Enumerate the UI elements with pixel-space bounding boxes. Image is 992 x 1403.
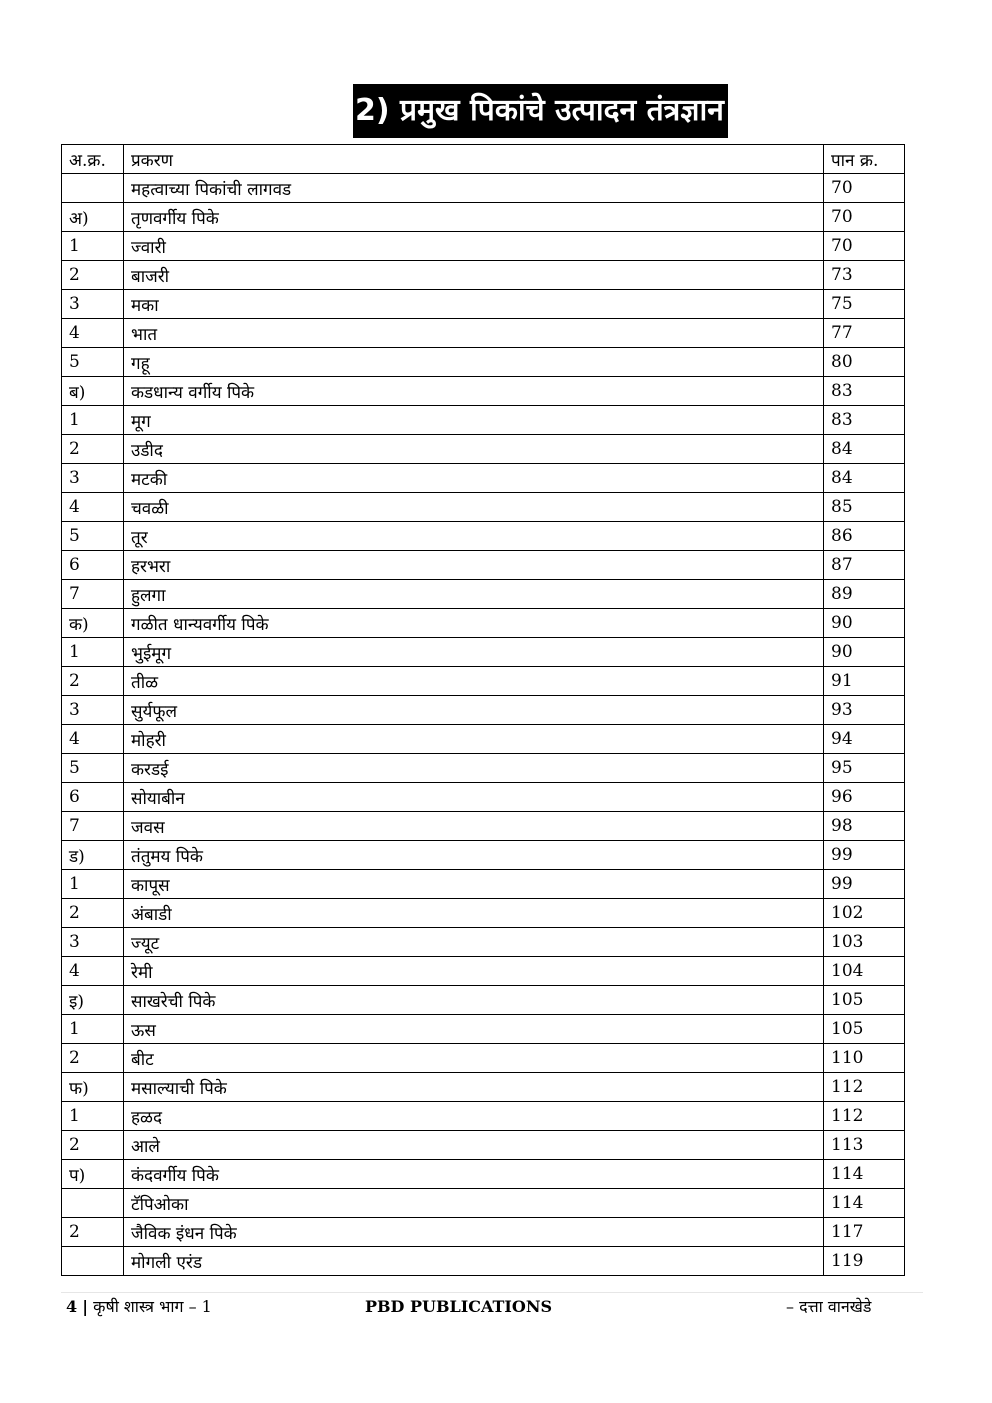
cell-page: 113 <box>824 1131 905 1160</box>
cell-serial: 2 <box>62 1218 124 1247</box>
table-body <box>62 174 905 1276</box>
table-row <box>62 899 905 928</box>
table-row <box>62 580 905 609</box>
contents-table <box>61 144 905 1276</box>
cell-chapter: आले <box>124 1131 824 1160</box>
cell-chapter: मटकी <box>124 464 824 493</box>
table-row <box>62 1102 905 1131</box>
cell-serial: 4 <box>62 957 124 986</box>
cell-page: 89 <box>824 580 905 609</box>
cell-page: 112 <box>824 1073 905 1102</box>
cell-serial: अ) <box>62 203 124 232</box>
table-row <box>62 754 905 783</box>
cell-serial: 2 <box>62 899 124 928</box>
table-row <box>62 406 905 435</box>
cell-serial: 6 <box>62 783 124 812</box>
cell-page: 70 <box>824 174 905 203</box>
footer-author: – दत्ता वानखेडे <box>786 1297 872 1316</box>
footer-page-number: 4 <box>66 1297 78 1316</box>
table-row <box>62 667 905 696</box>
column-header-page: पान क्र. <box>824 145 905 174</box>
cell-chapter: हुलगा <box>124 580 824 609</box>
cell-page: 80 <box>824 348 905 377</box>
cell-serial: 2 <box>62 1131 124 1160</box>
table-row <box>62 377 905 406</box>
column-header-chapter: प्रकरण <box>124 145 824 174</box>
table-row <box>62 928 905 957</box>
cell-page: 114 <box>824 1189 905 1218</box>
cell-chapter: तृणवर्गीय पिके <box>124 203 824 232</box>
cell-serial: ब) <box>62 377 124 406</box>
table-row <box>62 841 905 870</box>
cell-chapter: बीट <box>124 1044 824 1073</box>
table-row <box>62 290 905 319</box>
cell-serial: 3 <box>62 696 124 725</box>
cell-page: 110 <box>824 1044 905 1073</box>
cell-chapter: गळीत धान्यवर्गीय पिके <box>124 609 824 638</box>
column-header-serial: अ.क्र. <box>62 145 124 174</box>
cell-serial: 3 <box>62 464 124 493</box>
cell-page: 98 <box>824 812 905 841</box>
cell-chapter: बाजरी <box>124 261 824 290</box>
cell-chapter: सुर्यफूल <box>124 696 824 725</box>
cell-serial: 1 <box>62 1102 124 1131</box>
table-row <box>62 232 905 261</box>
cell-chapter: चवळी <box>124 493 824 522</box>
cell-serial: 5 <box>62 522 124 551</box>
table-row <box>62 551 905 580</box>
table-row <box>62 203 905 232</box>
cell-chapter: तूर <box>124 522 824 551</box>
cell-serial: 1 <box>62 232 124 261</box>
page-title: 2) प्रमुख पिकांचे उत्पादन तंत्रज्ञान <box>353 84 728 138</box>
cell-page: 102 <box>824 899 905 928</box>
table-row <box>62 1015 905 1044</box>
cell-page: 84 <box>824 435 905 464</box>
table-row <box>62 464 905 493</box>
cell-serial: प) <box>62 1160 124 1189</box>
cell-chapter: तीळ <box>124 667 824 696</box>
cell-chapter: मोगली एरंड <box>124 1247 824 1276</box>
cell-chapter: भात <box>124 319 824 348</box>
cell-serial: 4 <box>62 319 124 348</box>
table-row <box>62 638 905 667</box>
cell-chapter: मोहरी <box>124 725 824 754</box>
table-row <box>62 812 905 841</box>
cell-chapter: ज्यूट <box>124 928 824 957</box>
cell-serial <box>62 1247 124 1276</box>
cell-serial: 1 <box>62 406 124 435</box>
cell-page: 99 <box>824 841 905 870</box>
table-row <box>62 522 905 551</box>
cell-serial: क) <box>62 609 124 638</box>
table-header-row <box>62 145 905 174</box>
cell-chapter: महत्वाच्या पिकांची लागवड <box>124 174 824 203</box>
cell-page: 119 <box>824 1247 905 1276</box>
cell-page: 70 <box>824 203 905 232</box>
cell-page: 85 <box>824 493 905 522</box>
cell-chapter: मूग <box>124 406 824 435</box>
cell-page: 99 <box>824 870 905 899</box>
table-row <box>62 1189 905 1218</box>
cell-serial: 7 <box>62 812 124 841</box>
cell-chapter: सोयाबीन <box>124 783 824 812</box>
cell-serial: 3 <box>62 290 124 319</box>
cell-chapter: भुईमूग <box>124 638 824 667</box>
table-row <box>62 319 905 348</box>
cell-serial: 1 <box>62 638 124 667</box>
table-row <box>62 174 905 203</box>
table-row <box>62 986 905 1015</box>
cell-page: 91 <box>824 667 905 696</box>
cell-chapter: जैविक इंधन पिके <box>124 1218 824 1247</box>
cell-serial: 1 <box>62 1015 124 1044</box>
table-row <box>62 696 905 725</box>
cell-page: 105 <box>824 986 905 1015</box>
cell-chapter: गहू <box>124 348 824 377</box>
footer-divider <box>61 1292 923 1293</box>
cell-serial <box>62 1189 124 1218</box>
table-row <box>62 609 905 638</box>
cell-page: 86 <box>824 522 905 551</box>
footer-book-info <box>66 1297 212 1317</box>
cell-serial <box>62 174 124 203</box>
cell-serial: 2 <box>62 1044 124 1073</box>
cell-chapter: टॅपिओका <box>124 1189 824 1218</box>
cell-serial: 2 <box>62 667 124 696</box>
cell-page: 117 <box>824 1218 905 1247</box>
cell-page: 96 <box>824 783 905 812</box>
cell-page: 90 <box>824 609 905 638</box>
cell-page: 84 <box>824 464 905 493</box>
footer-publisher: PBD PUBLICATIONS <box>365 1297 553 1316</box>
cell-serial: 2 <box>62 435 124 464</box>
cell-chapter: उडीद <box>124 435 824 464</box>
cell-chapter: जवस <box>124 812 824 841</box>
cell-page: 103 <box>824 928 905 957</box>
cell-serial: 5 <box>62 348 124 377</box>
table-row <box>62 957 905 986</box>
table-row <box>62 435 905 464</box>
table-row <box>62 1160 905 1189</box>
cell-chapter: मका <box>124 290 824 319</box>
cell-serial: 4 <box>62 725 124 754</box>
cell-page: 90 <box>824 638 905 667</box>
cell-chapter: रेमी <box>124 957 824 986</box>
table-row <box>62 783 905 812</box>
cell-page: 73 <box>824 261 905 290</box>
table-row <box>62 348 905 377</box>
cell-chapter: ज्वारी <box>124 232 824 261</box>
cell-page: 95 <box>824 754 905 783</box>
table-row <box>62 1044 905 1073</box>
footer-book-title: कृषी शास्त्र भाग – 1 <box>93 1297 212 1316</box>
cell-chapter: साखरेची पिके <box>124 986 824 1015</box>
cell-page: 83 <box>824 377 905 406</box>
cell-chapter: हरभरा <box>124 551 824 580</box>
cell-serial: 1 <box>62 870 124 899</box>
cell-serial: 6 <box>62 551 124 580</box>
cell-page: 93 <box>824 696 905 725</box>
cell-serial: फ) <box>62 1073 124 1102</box>
cell-page: 87 <box>824 551 905 580</box>
table-row <box>62 870 905 899</box>
table-row <box>62 1073 905 1102</box>
cell-page: 94 <box>824 725 905 754</box>
footer-separator: | <box>82 1297 89 1316</box>
cell-chapter: हळद <box>124 1102 824 1131</box>
cell-chapter: अंबाडी <box>124 899 824 928</box>
cell-chapter: कंदवर्गीय पिके <box>124 1160 824 1189</box>
cell-chapter: ऊस <box>124 1015 824 1044</box>
cell-page: 104 <box>824 957 905 986</box>
cell-serial: 5 <box>62 754 124 783</box>
cell-page: 75 <box>824 290 905 319</box>
table-row <box>62 493 905 522</box>
table-row <box>62 1218 905 1247</box>
cell-page: 114 <box>824 1160 905 1189</box>
table-row <box>62 261 905 290</box>
table-row <box>62 1131 905 1160</box>
table-row <box>62 725 905 754</box>
cell-chapter: कापूस <box>124 870 824 899</box>
cell-serial: 4 <box>62 493 124 522</box>
cell-page: 112 <box>824 1102 905 1131</box>
cell-page: 77 <box>824 319 905 348</box>
cell-page: 70 <box>824 232 905 261</box>
cell-serial: इ) <box>62 986 124 1015</box>
cell-page: 105 <box>824 1015 905 1044</box>
cell-chapter: कडधान्य वर्गीय पिके <box>124 377 824 406</box>
table-row <box>62 1247 905 1276</box>
cell-serial: 3 <box>62 928 124 957</box>
cell-serial: ड) <box>62 841 124 870</box>
cell-chapter: मसाल्याची पिके <box>124 1073 824 1102</box>
cell-page: 83 <box>824 406 905 435</box>
cell-serial: 7 <box>62 580 124 609</box>
cell-chapter: तंतुमय पिके <box>124 841 824 870</box>
cell-chapter: करडई <box>124 754 824 783</box>
cell-serial: 2 <box>62 261 124 290</box>
